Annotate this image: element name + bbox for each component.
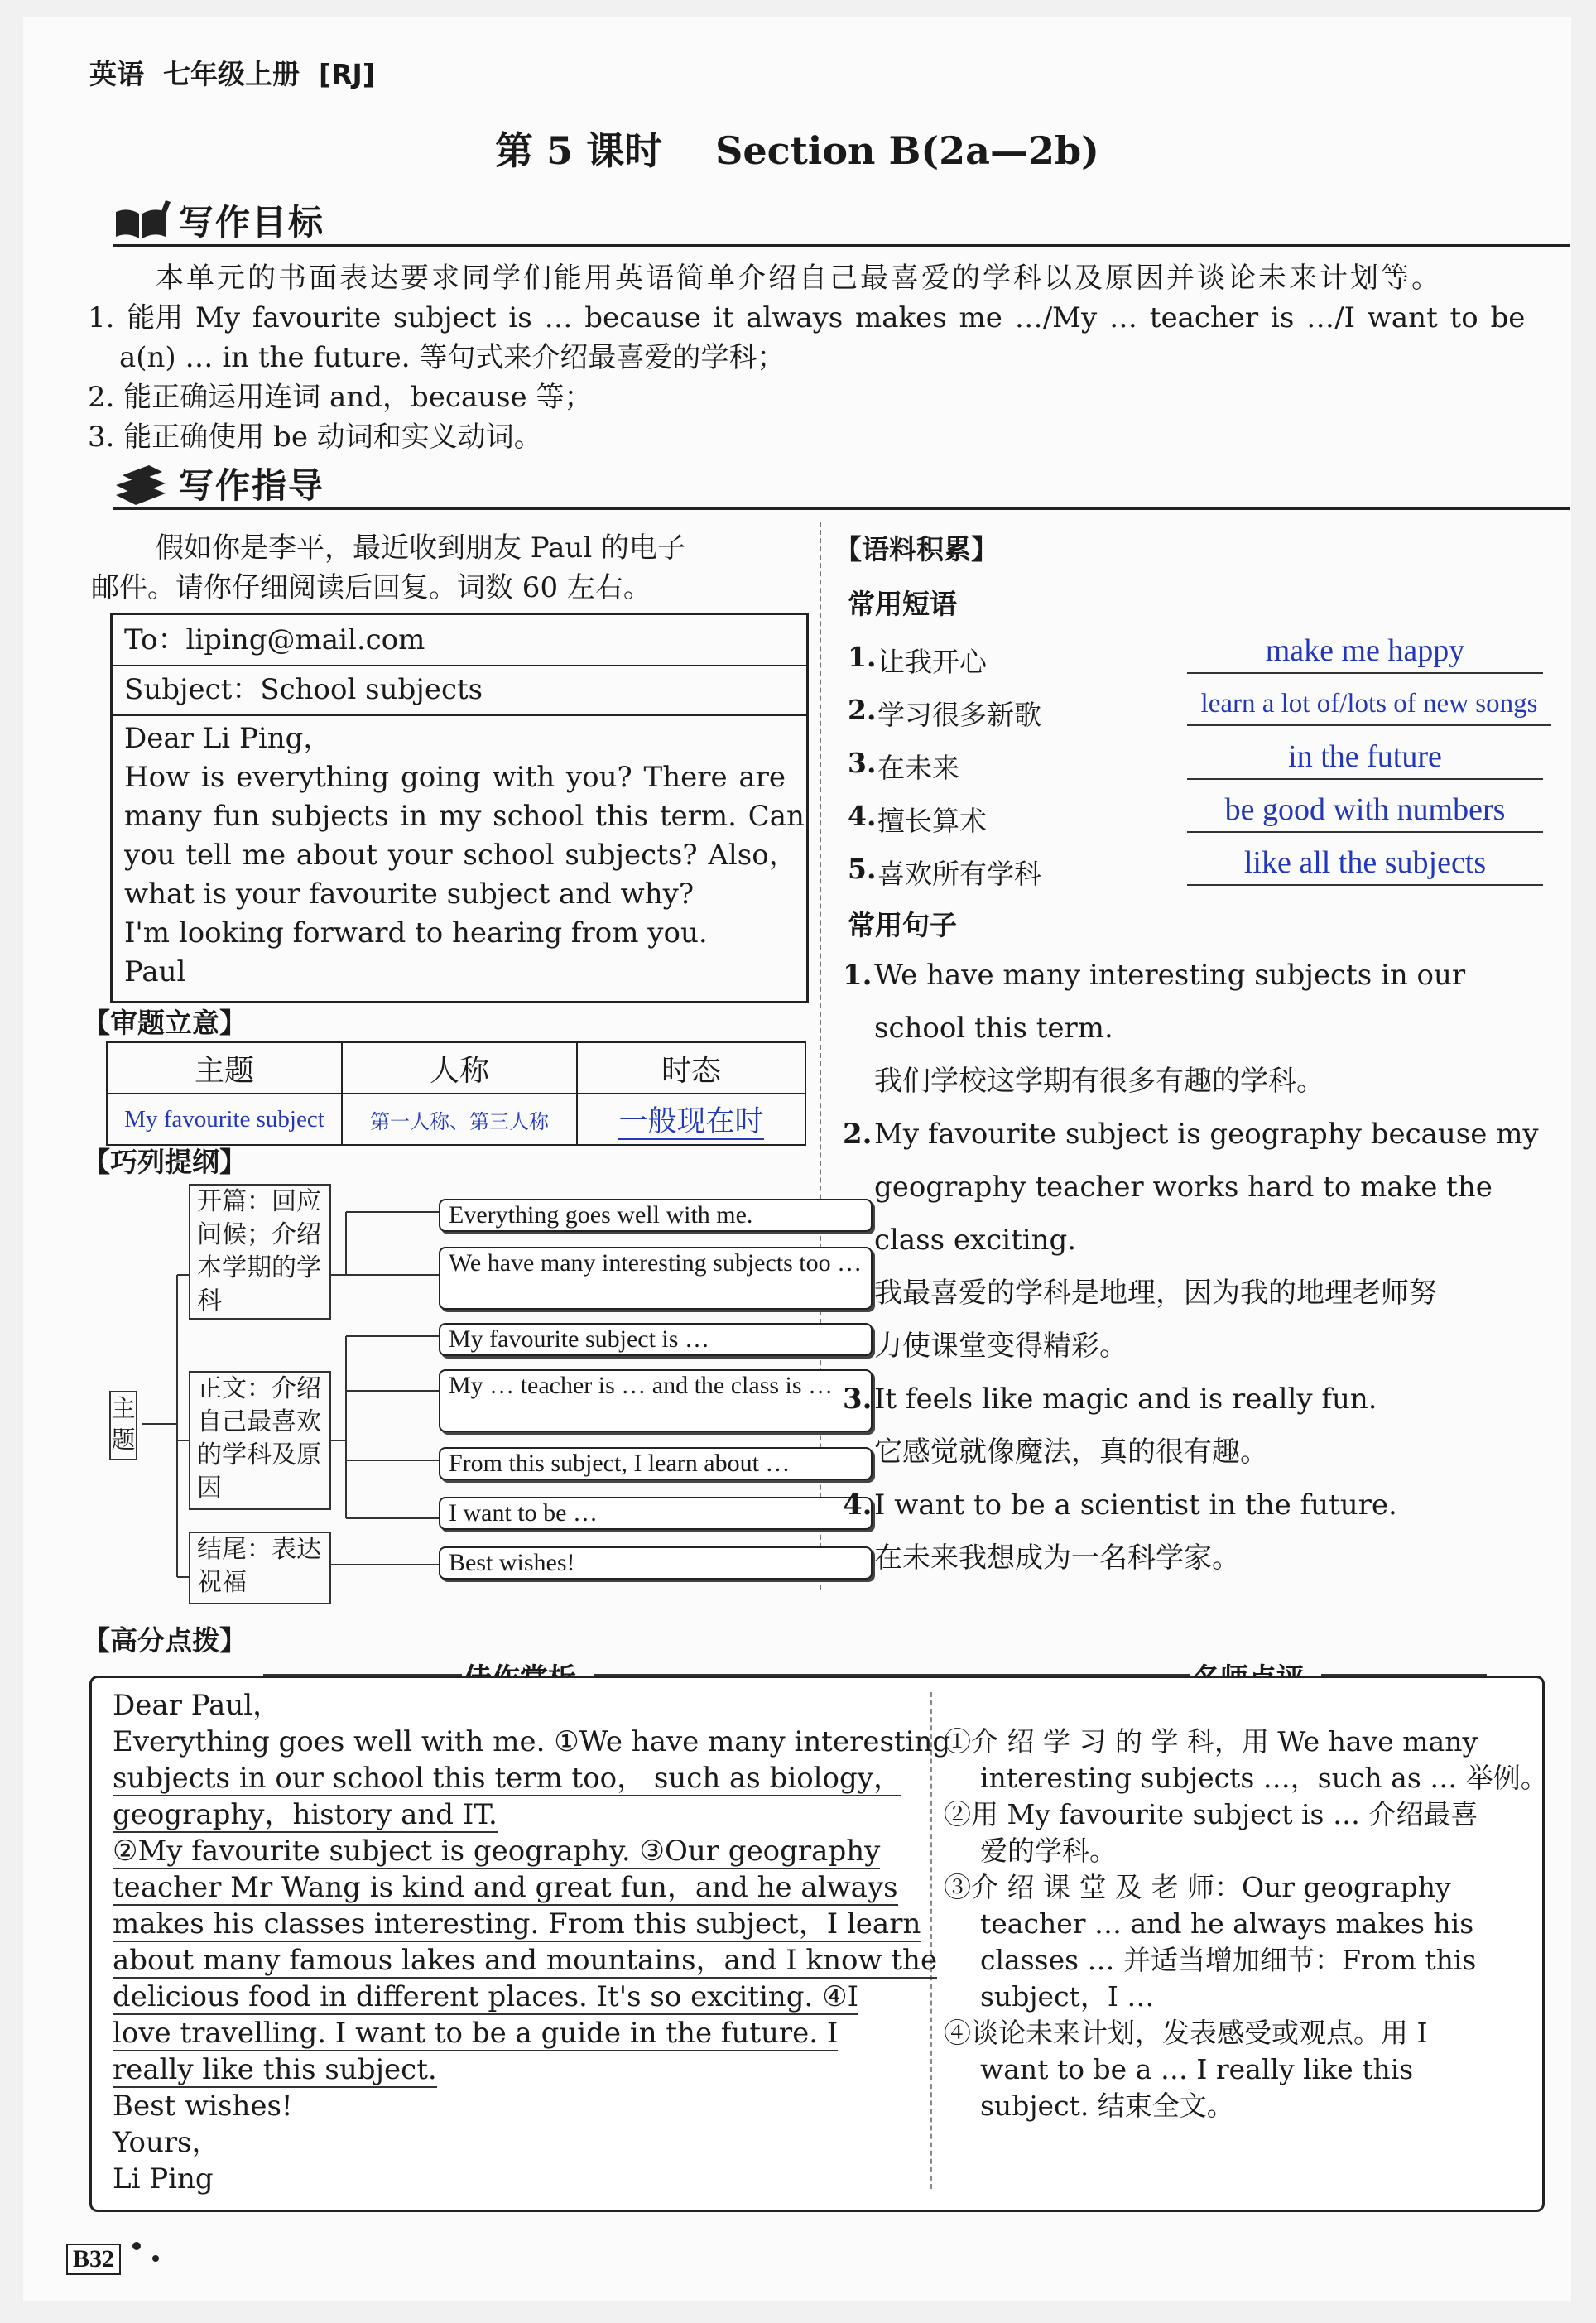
outline-group-ending: 结尾：表达祝福 (189, 1532, 331, 1604)
answer-tense-text: 一般现在时 (618, 1105, 764, 1138)
sentence-list (843, 949, 1571, 1585)
phrase-num: 5. (848, 853, 877, 885)
phrase-row (848, 791, 1568, 844)
phrase-num: 1. (848, 641, 877, 673)
phrase-cn: 喜欢所有学科 (877, 858, 1041, 890)
phrase-cn: 擅长算术 (877, 805, 987, 837)
email-box (110, 613, 809, 1003)
decor-dot (152, 2255, 159, 2262)
divider (113, 507, 1570, 510)
divider (930, 1692, 932, 2189)
outline-item: My favourite subject is … (439, 1323, 873, 1356)
email-line: you tell me about your school subjects? Also， (124, 839, 797, 872)
outline-diagram (106, 1184, 863, 1614)
tips-label: 【高分点拨】 (83, 1624, 247, 1657)
comment-line: subject，I … (980, 1980, 1155, 2013)
section-header-guide (113, 455, 1570, 510)
essay-line: ②My favourite subject is geography. ③Our geography (113, 1835, 881, 1868)
phrase-cn: 让我开心 (877, 646, 987, 678)
comment-line: want to be a … I really like this (980, 2053, 1414, 2085)
outline-theme: 主题 (109, 1391, 137, 1460)
task-intro: 假如你是李平，最近收到朋友 Paul 的电子 (156, 531, 686, 565)
phrases-title: 常用短语 (848, 588, 957, 620)
page-number: B32 (66, 2244, 121, 2275)
sentence-en: I want to be a scientist in the future. (874, 1489, 1397, 1522)
essay-line: Best wishes! (113, 2090, 293, 2123)
comment-line: teacher … and he always makes his (980, 1907, 1474, 1940)
phrase-list (848, 632, 1568, 897)
essay-line-underlined (113, 1869, 924, 1906)
sentence-en: My favourite subject is geography because my (874, 1118, 1539, 1151)
sentence-item (843, 949, 1571, 1108)
sentence-item (843, 1373, 1571, 1479)
outline-item: From this subject, I learn about … (439, 1447, 873, 1480)
essay-line: subjects in our school this term too， such as biology， (113, 1762, 901, 1795)
section-title-guide: 写作指导 (179, 465, 325, 506)
outline-item: My … teacher is … and the class is … (439, 1369, 873, 1432)
outline-item: I want to be … (439, 1497, 873, 1530)
phrase-cn: 在未来 (877, 752, 959, 784)
comment-line: interesting subjects …，such as … 举例。 (980, 1762, 1548, 1794)
essay-line: makes his classes interesting. From this subject，I learn (113, 1907, 921, 1941)
workbook-page (23, 17, 1571, 2301)
essay-line-underlined (113, 1942, 938, 1979)
analysis-table (106, 1041, 806, 1146)
sentence-cn: 力使课堂变得精彩。 (874, 1330, 1127, 1363)
sentence-en: We have many interesting subjects in our (874, 959, 1466, 992)
phrase-row (848, 738, 1568, 791)
essay-line: really like this subject. (113, 2053, 437, 2086)
essay-line: about many famous lakes and mountains，and I know the (113, 1944, 938, 1977)
goal-item: 2. 能正确运用连词 and，because 等； (88, 381, 593, 414)
comment-line: subject. 结束全文。 (980, 2090, 1234, 2122)
sentences-title: 常用句子 (848, 909, 957, 941)
decor-dot (132, 2242, 141, 2250)
phrase-row (848, 685, 1568, 738)
phrase-answer: like all the subjects (1187, 844, 1543, 886)
comment-line: ②用 My favourite subject is … 介绍最喜 (944, 1798, 1478, 1830)
divider (113, 244, 1570, 247)
phrase-answer: make me happy (1187, 632, 1543, 674)
phrase-num: 2. (848, 694, 877, 726)
comment-line: ③介 绍 课 堂 及 老 师：Our geography (944, 1871, 1451, 1903)
essay-line-underlined (113, 1760, 901, 1796)
table-header: 时态 (577, 1042, 805, 1094)
phrase-answer: in the future (1187, 738, 1543, 780)
sentence-num: 4. (843, 1489, 873, 1522)
essay-line-underlined (113, 2015, 924, 2051)
email-subject: Subject：School subjects (113, 665, 806, 716)
sentence-en: It feels like magic and is really fun. (874, 1383, 1377, 1416)
essay-line: love travelling. I want to be a guide in the future. I (113, 2017, 839, 2050)
comment-line: 爱的学科。 (980, 1835, 1117, 1867)
phrase-answer: learn a lot of/lots of new songs (1187, 689, 1551, 726)
phrase-row (848, 632, 1568, 685)
essay-line: Dear Paul， (113, 1689, 281, 1722)
sentence-cn: 我们学校这学期有很多有趣的学科。 (874, 1065, 1324, 1098)
comment-line: ①介 绍 学 习 的 学 科，用 We have many (944, 1725, 1478, 1758)
outline-group-body: 正文：介绍自己最喜欢的学科及原因 (189, 1371, 331, 1510)
essay-line: Everything goes well with me. ①We have many interesting (113, 1725, 951, 1758)
essay-line-underlined (113, 1796, 924, 1833)
email-line: I'm looking forward to hearing from you. (124, 916, 708, 950)
sentence-en: class exciting. (874, 1224, 1077, 1257)
outline-label: 【巧列提纲】 (83, 1146, 247, 1178)
comment-line: classes … 并适当增加细节：From this (980, 1944, 1477, 1976)
goal-item: 3. 能正确使用 be 动词和实义动词。 (88, 421, 542, 454)
teacher-comments (944, 1724, 1548, 2124)
sentence-num: 3. (843, 1383, 873, 1416)
email-line: How is everything going with you? There are (124, 761, 786, 794)
phrase-cn: 学习很多新歌 (877, 699, 1041, 731)
essay-line: geography，history and IT. (113, 1798, 498, 1831)
table-header: 主题 (107, 1042, 342, 1094)
corpus-label: 【语料积累】 (834, 533, 998, 565)
sentence-item (843, 1479, 1571, 1585)
sentence-en: geography teacher works hard to make the (874, 1171, 1493, 1204)
sentence-cn: 在未来我想成为一名科学家。 (874, 1541, 1240, 1575)
model-essay (113, 1687, 951, 2197)
section-header-goal (113, 192, 1570, 247)
essay-line: delicious food in different places. It's so exciting. ④I (113, 1980, 858, 2013)
sentence-en: school this term. (874, 1012, 1113, 1045)
analysis-label: 【审题立意】 (83, 1007, 247, 1039)
phrase-row (848, 844, 1568, 897)
outline-item: We have many interesting subjects too … (439, 1247, 873, 1310)
sentence-num: 1. (843, 959, 873, 992)
answer-theme: My favourite subject (107, 1094, 342, 1145)
books-icon (113, 462, 171, 508)
outline-item: Everything goes well with me. (439, 1199, 873, 1232)
essay-line-underlined (113, 1979, 924, 2015)
email-line: what is your favourite subject and why? (124, 878, 695, 911)
email-body (124, 719, 805, 992)
email-to: To：liping@mail.com (113, 615, 806, 666)
goal-item: a(n) … in the future. 等句式来介绍最喜爱的学科； (119, 341, 786, 374)
lesson-title: 第 5 课时 Section B(2a—2b) (495, 128, 1099, 173)
email-line: many fun subjects in my school this term. Can (124, 800, 805, 833)
comment-line: ④谈论未来计划，发表感受或观点。用 I (944, 2017, 1428, 2049)
phrase-num: 4. (848, 800, 877, 832)
table-header: 人称 (342, 1042, 577, 1094)
goal-item: 1. 能用 My favourite subject is … because it always makes me …/My … teacher is …/I want to be (88, 301, 1526, 334)
sentence-num: 2. (843, 1118, 873, 1151)
sentence-cn: 它感觉就像魔法，真的很有趣。 (874, 1436, 1268, 1469)
outline-item: Best wishes! (439, 1546, 873, 1580)
phrase-num: 3. (848, 747, 877, 779)
essay-line: teacher Mr Wang is kind and great fun，and he always (113, 1871, 898, 1904)
book-pen-icon (113, 197, 171, 243)
essay-line-underlined (113, 2051, 924, 2088)
section-title-goal: 写作目标 (179, 202, 325, 243)
outline-group-opening: 开篇：回应问候；介绍本学期的学科 (189, 1184, 331, 1320)
essay-line: Yours， (113, 2126, 220, 2159)
essay-line: Li Ping (113, 2162, 214, 2196)
essay-line-underlined (113, 1833, 924, 1869)
essay-line-underlined (113, 1906, 924, 1942)
sentence-item (843, 1108, 1571, 1373)
running-head: 英语 七年级上册 [RJ] (89, 58, 375, 90)
goal-intro: 本单元的书面表达要求同学们能用英语简单介绍自己最喜爱的学科以及原因并谈论未来计划等。 (156, 262, 1442, 295)
email-line: Dear Li Ping， (124, 722, 332, 755)
answer-person: 第一人称、第三人称 (342, 1094, 577, 1145)
answer-tense (577, 1094, 805, 1145)
phrase-answer: be good with numbers (1187, 791, 1543, 833)
task-intro: 邮件。请你仔细阅读后回复。词数 60 左右。 (91, 571, 651, 604)
email-line: Paul (124, 955, 186, 988)
sentence-cn: 我最喜爱的学科是地理，因为我的地理老师努 (874, 1277, 1437, 1310)
